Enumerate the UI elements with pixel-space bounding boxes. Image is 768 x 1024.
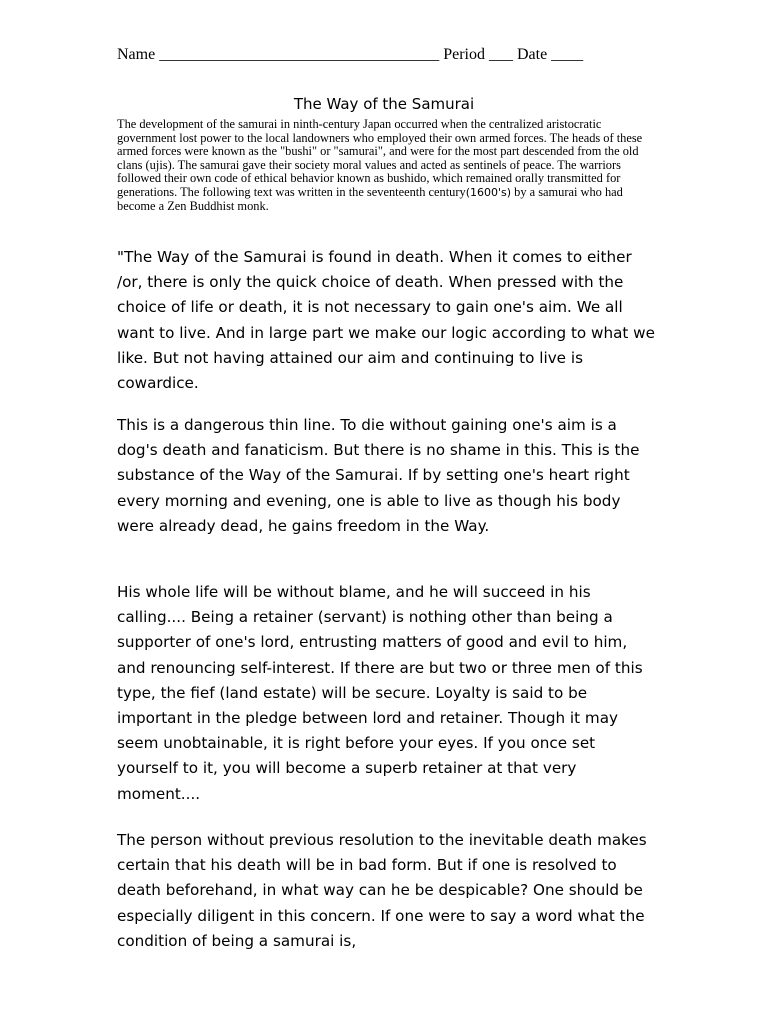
name-period-date-line: Name ___________________________________ Period ___ Date ____ [117, 46, 584, 63]
intro-text: The development of the samurai in ninth-century Japan occurred when the centralized aristocratic government lost power to the local landowners who employed their own armed forces. The heads of these armed forces were known as the "bushi" or "samurai", and were for the most part descended from the old clans (ujis). The samurai gave their society moral values and acted as sentinels of peace. The warriors followed their own code of ethical behavior known as bushido, which remained orally transmitted for generations. The following text was written in the seventeenth century [117, 117, 643, 199]
quote-paragraph: The person without previous resolution to the inevitable death makes certain that his death will be in bad form. But if one is resolved to death beforehand, in what way can he be despicable? One should be especially diligent in this concern. If one were to say a word what the condition of being a samurai is, [117, 831, 647, 950]
quote-paragraph: "The Way of the Samurai is found in death. When it comes to either /or, there is only the quick choice of death. When pressed with the choice of life or death, it is not necessary to gain one's aim. We all want to live. And in large part we make our logic according to what we like. But not having attained our aim and continuing to live is cowardice. [117, 248, 655, 393]
century-note: (1600's) [465, 185, 512, 199]
intro-text-end: by a samurai who had become a Zen Buddhist monk. [117, 184, 623, 213]
quote-paragraph: This is a dangerous thin line. To die without gaining one's aim is a dog's death and fanaticism. But there is no shame in this. This is the substance of the Way of the Samurai. If by setting one's heart right every morning and evening, one is able to live as though his body were already dead, he gains freedom in the Way. [117, 416, 640, 535]
intro-paragraph [117, 118, 657, 213]
quote-paragraph: His whole life will be without blame, and he will succeed in his calling.... Being a retainer (servant) is nothing other than being a supporter of one's lord, entrusting matters of good and evil to him, and renouncing self-interest. If there are but two or three men of this type, the fief (land estate) will be secure. Loyalty is said to be important in the pledge between lord and retainer. Though it may seem unobtainable, it is right before your eyes. If you once set yourself to it, you will become a superb retainer at that very moment.... [117, 583, 643, 803]
page-title: The Way of the Samurai [293, 95, 475, 113]
